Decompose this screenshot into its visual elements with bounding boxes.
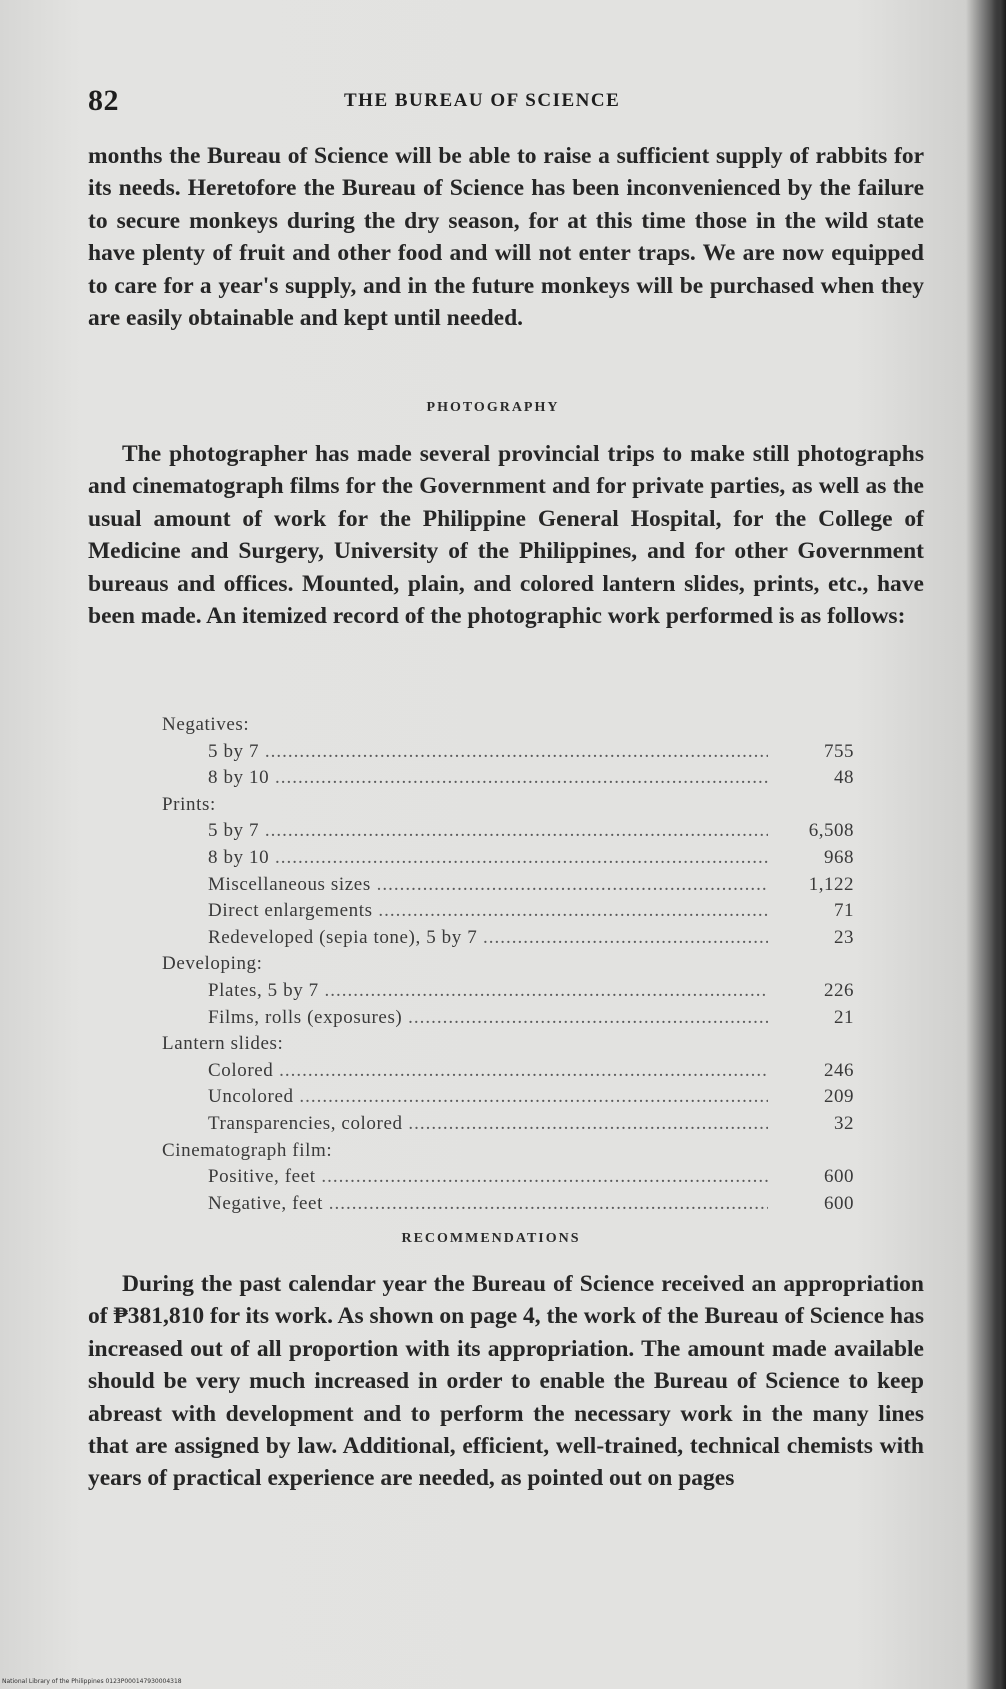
paragraph-monkeys: months the Bureau of Science will be able to raise a sufficient supply of rabbits for its needs. Heretofore the Bureau of Science has been inconvenienced by the failure to secure monkeys during the dry season, for at this time those in the wild state have plenty of fruit and other food and will not enter traps. We are now equipped to care for a year's supply, and in the future monkeys will be purchased when they are easily obtainable and kept until needed. bbox=[88, 143, 924, 332]
record-row-value: 71 bbox=[834, 900, 854, 922]
record-row bbox=[162, 872, 862, 899]
page-number: 82 bbox=[88, 84, 119, 117]
record-row-value: 600 bbox=[824, 1192, 854, 1214]
record-row-label: Plates, 5 by 7 ..... bbox=[208, 978, 768, 1005]
record-row-value: 32 bbox=[834, 1112, 854, 1134]
record-row-label: Redeveloped (sepia tone), 5 by 7 ..... bbox=[208, 925, 768, 952]
group-label-cinematograph-film: Cinematograph film: bbox=[162, 1139, 333, 1161]
record-row-value: 968 bbox=[824, 846, 854, 868]
record-row bbox=[162, 978, 862, 1005]
record-row bbox=[162, 1005, 862, 1032]
paragraph-photography: The photographer has made several provincial trips to make still photographs and cinematograph films for the Government and for private parties, as well as the usual amount of work for the Philippine General Hospital, for the College of Medicine and Surgery, University of the Philippines, and for other Government bureaus and offices. Mounted, plain, and colored lantern slides, prints, etc., have been made. An itemized record of the photographic work performed is as follows: bbox=[88, 441, 924, 630]
record-row bbox=[162, 898, 862, 925]
record-row bbox=[162, 818, 862, 845]
record-row-value: 23 bbox=[834, 926, 854, 948]
page-header bbox=[88, 84, 924, 124]
record-row-value: 1,122 bbox=[808, 873, 854, 895]
record-row-label: 5 by 7 ..... bbox=[208, 739, 768, 766]
group-label-negatives: Negatives: bbox=[162, 714, 250, 735]
heading-recommendations: RECOMMENDATIONS bbox=[401, 1231, 581, 1246]
group-label-prints: Prints: bbox=[162, 793, 216, 815]
record-row bbox=[162, 925, 862, 952]
record-row bbox=[162, 1164, 862, 1191]
running-title: THE BUREAU OF SCIENCE bbox=[344, 90, 621, 111]
record-row-label: 8 by 10 ..... bbox=[208, 765, 768, 792]
record-row-label: Films, rolls (exposures) ..... bbox=[208, 1005, 768, 1032]
record-row-label: 8 by 10 ..... bbox=[208, 845, 768, 872]
record-row-label: Uncolored ..... bbox=[208, 1084, 768, 1111]
group-label-developing: Developing: bbox=[162, 953, 263, 975]
record-row-value: 209 bbox=[824, 1086, 854, 1108]
record-row bbox=[162, 845, 862, 872]
record-row-label: 5 by 7 ..... bbox=[208, 818, 768, 845]
record-row-value: 226 bbox=[824, 979, 854, 1001]
record-row bbox=[162, 765, 862, 792]
paragraph-recommendations: During the past calendar year the Bureau of Science received an appropriation of ₱381,810 for its work. As shown on page 4, the work of the Bureau of Science has increased out of all proportion with its appropriation. The amount made available should be very much increased in order to enable the Bureau of Science to keep abreast with development and to perform the necessary work in the many lines that are assigned by law. Additional, efficient, well-trained, technical chemists with years of practical experience are needed, as pointed out on pages bbox=[88, 1271, 925, 1492]
record-row-label: Transparencies, colored ..... bbox=[208, 1111, 768, 1138]
record-row-label: Positive, feet ..... bbox=[208, 1164, 768, 1191]
record-row-label: Negative, feet ..... bbox=[208, 1191, 768, 1218]
photographic-work-record bbox=[162, 712, 862, 1217]
record-row bbox=[162, 1084, 862, 1111]
record-row bbox=[162, 739, 862, 766]
record-row-value: 48 bbox=[834, 767, 854, 789]
record-row-value: 755 bbox=[824, 740, 854, 762]
heading-photography: PHOTOGRAPHY bbox=[426, 400, 560, 415]
record-row bbox=[162, 1191, 862, 1218]
record-row bbox=[162, 1058, 862, 1085]
record-row-value: 6,508 bbox=[808, 820, 854, 842]
library-stamp: National Library of the Philippines 0123P000147930004318 bbox=[2, 1678, 182, 1685]
record-row-label: Colored ..... bbox=[208, 1058, 768, 1085]
page-edge-shadow bbox=[992, 0, 1006, 1689]
record-row bbox=[162, 1111, 862, 1138]
group-label-lantern-slides: Lantern slides: bbox=[162, 1033, 284, 1055]
record-row-value: 21 bbox=[834, 1006, 854, 1028]
record-row-label: Miscellaneous sizes ..... bbox=[208, 872, 768, 899]
record-row-value: 246 bbox=[824, 1059, 854, 1081]
record-row-value: 600 bbox=[824, 1166, 854, 1188]
record-row-label: Direct enlargements ..... bbox=[208, 898, 768, 925]
